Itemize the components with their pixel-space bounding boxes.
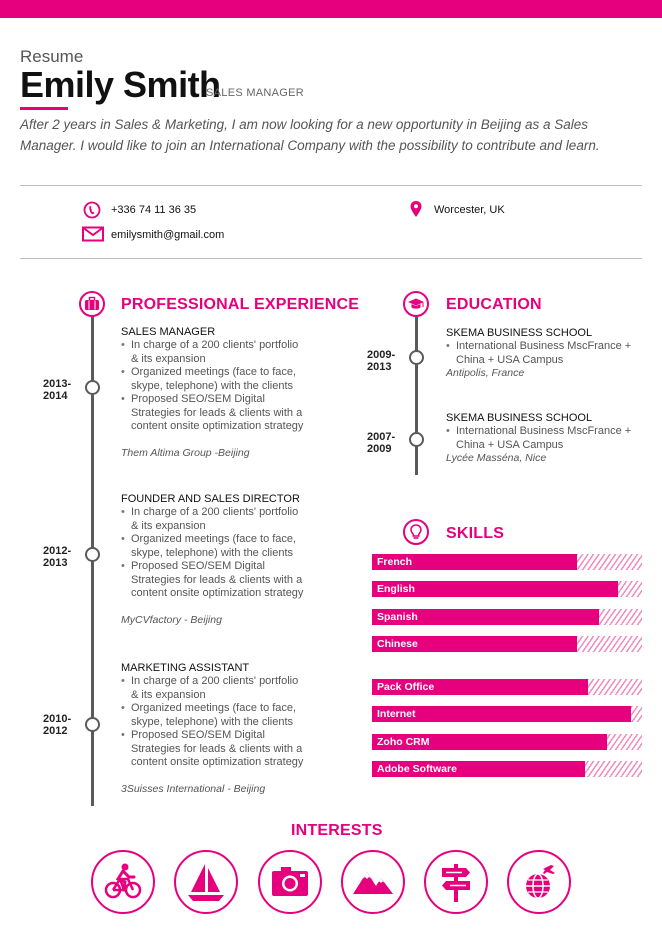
duty-item: • In charge of a 200 clients' portfolio & its expansion — [121, 506, 306, 533]
skill-bar — [372, 761, 642, 777]
phone-number: +336 74 11 36 35 — [111, 204, 197, 216]
education-title: EDUCATION — [446, 296, 542, 313]
map-pin-icon — [409, 200, 423, 218]
job-year-range: 2010- 2012 — [43, 713, 72, 737]
duty-item: • In charge of a 200 clients' portfolio & its expansion — [121, 339, 306, 366]
interests-title: INTERESTS — [291, 822, 383, 839]
skill-name: Chinese — [377, 637, 418, 650]
duty-item: • Proposed SEO/SEM Digital Strategies for leads & clients with a content onsite optimization strategy — [121, 729, 306, 770]
name-underline — [20, 107, 68, 110]
degree-list — [446, 340, 642, 367]
timeline-dot — [409, 350, 424, 365]
job-duties — [121, 506, 306, 601]
envelope-icon — [82, 226, 104, 244]
duty-item: • Proposed SEO/SEM Digital Strategies for leads & clients with a content onsite optimization strategy — [121, 393, 306, 434]
skill-name: French — [377, 556, 413, 568]
duty-item: • Organized meetings (face to face, skype, telephone) with the clients — [121, 533, 306, 560]
signpost-icon — [424, 850, 488, 914]
skill-bar — [372, 554, 642, 570]
skill-name: English — [377, 583, 415, 596]
job-company: 3Suisses International - Beijing — [121, 783, 266, 795]
education-year-range: 2007- 2009 — [367, 431, 396, 455]
resume-label: Resume — [20, 47, 84, 66]
skill-name: Adobe Software — [377, 762, 457, 775]
school-location: Antipolis, France — [446, 367, 525, 379]
job-duties — [121, 339, 306, 434]
globe-plane-icon — [507, 850, 571, 914]
graduation-cap-icon — [403, 291, 429, 317]
lightbulb-icon — [403, 519, 429, 545]
skill-bar — [372, 679, 642, 695]
education-year-range: 2009- 2013 — [367, 349, 396, 373]
camera-icon — [258, 850, 322, 914]
school-name: SKEMA BUSINESS SCHOOL — [446, 327, 593, 339]
divider-bottom — [20, 258, 642, 259]
duty-item: • Proposed SEO/SEM Digital Strategies for leads & clients with a content onsite optimization strategy — [121, 560, 306, 601]
job-year-range: 2012- 2013 — [43, 545, 72, 569]
job-year-range: 2013- 2014 — [43, 378, 72, 402]
degree-item: • International Business MscFrance + China + USA Campus — [446, 425, 642, 452]
candidate-name: Emily Smith — [20, 64, 221, 105]
skill-name: Zoho CRM — [377, 735, 430, 748]
duty-item: • Organized meetings (face to face, skype, telephone) with the clients — [121, 702, 306, 729]
skill-name: Pack Office — [377, 681, 435, 693]
education-timeline — [415, 316, 418, 475]
sailing-icon — [174, 850, 238, 914]
job-duties — [121, 675, 306, 770]
job-title: MARKETING ASSISTANT — [121, 662, 250, 674]
location-text: Worcester, UK — [434, 204, 505, 216]
cycling-icon — [91, 850, 155, 914]
top-accent-bar — [0, 0, 662, 18]
skill-bar — [372, 706, 642, 722]
divider-top — [20, 185, 642, 186]
timeline-dot — [409, 432, 424, 447]
skill-name: Spanish — [377, 610, 418, 623]
school-name: SKEMA BUSINESS SCHOOL — [446, 412, 593, 424]
candidate-role: SALES MANAGER — [206, 87, 305, 99]
degree-item: • International Business MscFrance + China + USA Campus — [446, 340, 642, 367]
skill-bar — [372, 609, 642, 625]
job-title: FOUNDER AND SALES DIRECTOR — [121, 493, 300, 505]
skills-title: SKILLS — [446, 525, 505, 542]
duty-item: • Organized meetings (face to face, skype, telephone) with the clients — [121, 366, 306, 393]
timeline-dot — [85, 547, 100, 562]
skill-bar — [372, 734, 642, 750]
duty-item: • In charge of a 200 clients' portfolio & its expansion — [121, 675, 306, 702]
skill-bar — [372, 581, 642, 597]
skill-bar — [372, 636, 642, 652]
timeline-dot — [85, 380, 100, 395]
phone-icon — [83, 201, 101, 219]
mountains-icon — [341, 850, 405, 914]
profile-summary: After 2 years in Sales & Marketing, I am now looking for a new opportunity in Beijing as a Sales Manager. I would like to join an International Company with the possibility to contribute and learn. — [20, 117, 600, 153]
school-location: Lycée Masséna, Nice — [446, 452, 547, 464]
briefcase-icon — [79, 291, 105, 317]
job-company: MyCVfactory - Beijing — [121, 614, 222, 626]
job-company: Them Altima Group -Beijing — [121, 447, 250, 459]
degree-list — [446, 425, 642, 452]
experience-title: PROFESSIONAL EXPERIENCE — [121, 296, 360, 313]
timeline-dot — [85, 717, 100, 732]
email-address: emilysmith@gmail.com — [111, 229, 225, 241]
skill-name: Internet — [377, 708, 416, 721]
job-title: SALES MANAGER — [121, 326, 216, 338]
